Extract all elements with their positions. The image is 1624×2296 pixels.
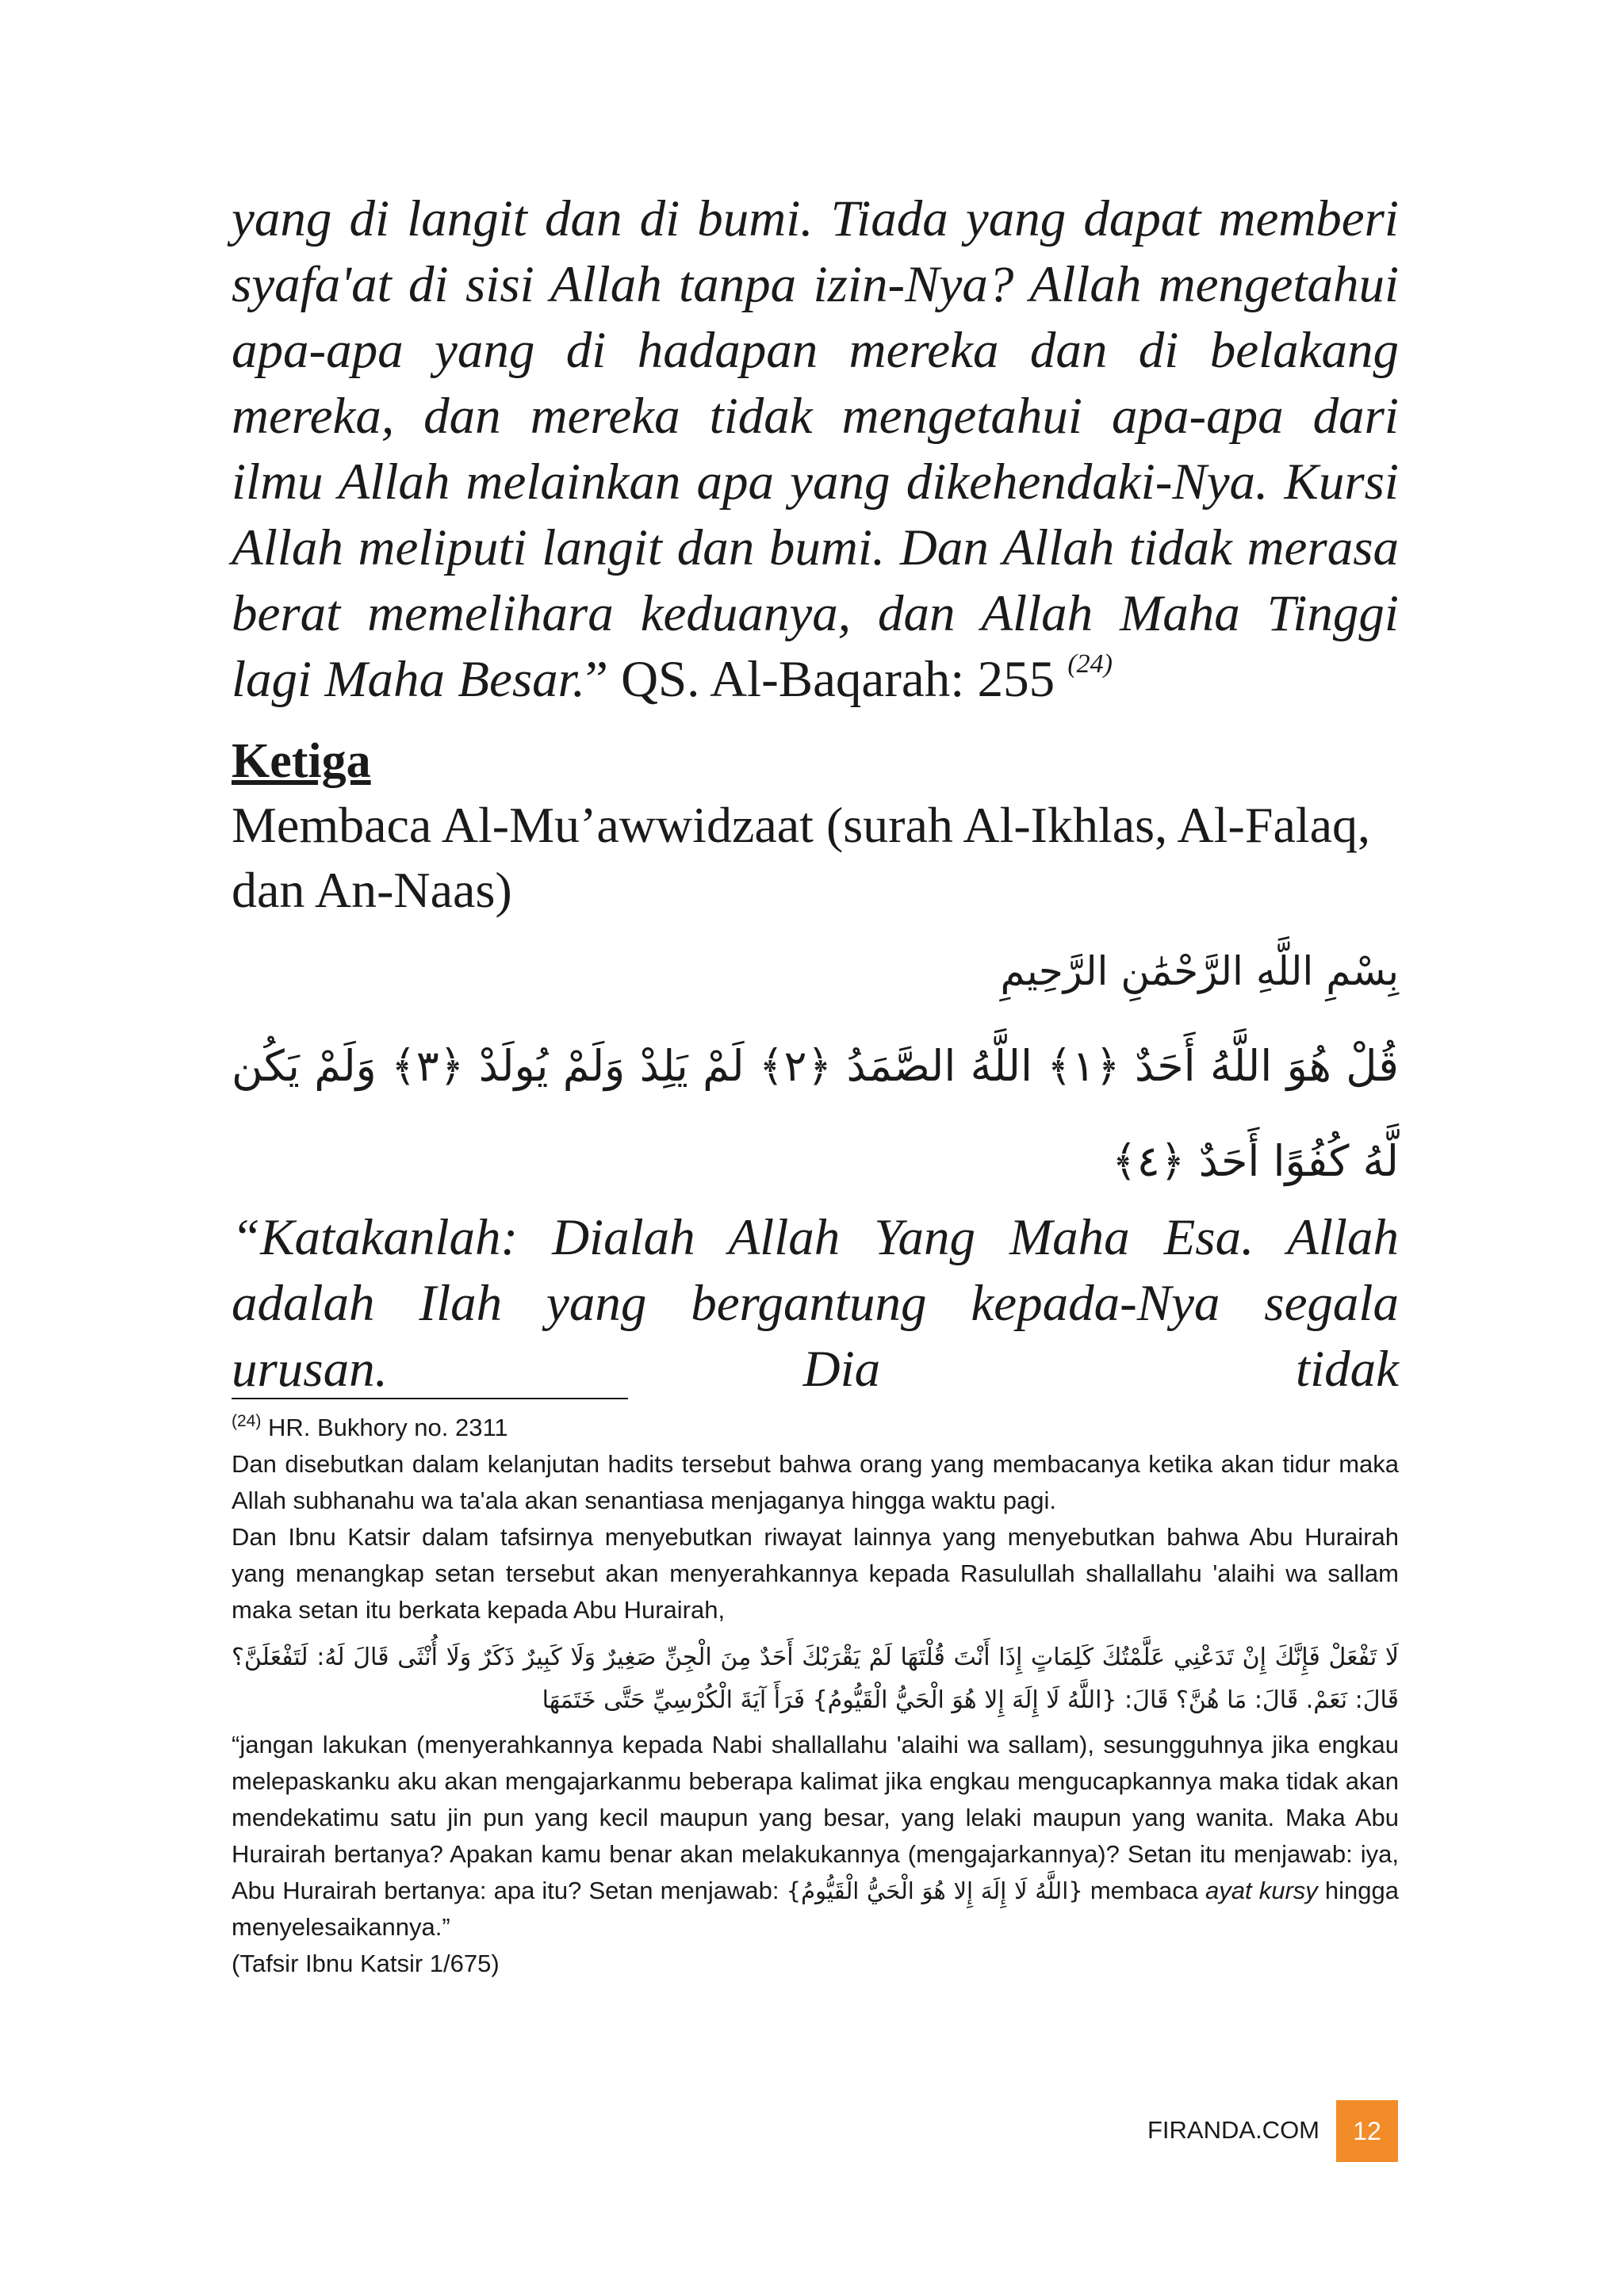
footnote-paragraph-3-text: “jangan lakukan (menyerahkannya kepada Nabi shallallahu 'alaihi wa sallam), sesungguhnya jika engkau melepaskanku aku akan mengajarkanmu beberapa kalimat jika engkau mengucapkannya maka tidak akan mendekatimu satu jin pun yang kecil maupun yang besar, yang lelaki maupun yang wanita. Maka Abu Hurairah bertanya? Apakan kamu benar akan melakukannya (mengajarkannya)? Setan itu menjawab: iya, Abu Hurairah bertanya: apa itu? Setan menjawab: <box>232 1731 1399 1904</box>
footnote-divider <box>232 1398 628 1399</box>
footnote-paragraph-1: Dan disebutkan dalam kelanjutan hadits tersebut bahwa orang yang membacanya ketika akan tidur maka Allah subhanahu wa ta'ala akan senantiasa menjaganya hingga waktu pagi. <box>232 1450 1399 1514</box>
footnote-paragraph-3-end: hingga menyelesaikannya.” <box>232 1877 1399 1941</box>
footnote-paragraph-3 <box>232 1727 1399 1946</box>
section-heading: Ketiga <box>232 734 371 788</box>
basmala-arabic: بِسْمِ اللَّهِ الرَّحْمَٰنِ الرَّحِيمِ <box>1000 948 1399 994</box>
footnote-number: (24) <box>232 1412 262 1430</box>
footnote-source: HR. Bukhory no. 2311 <box>261 1414 508 1441</box>
footnote-paragraph-2: Dan Ibnu Katsir dalam tafsirnya menyebutkan riwayat lainnya yang menyebutkan bahwa Abu Hurairah yang menangkap setan tersebut akan menyerahkannya kepada Rasulullah shallallahu 'alaihi wa sallam maka setan itu berkata kepada Abu Hurairah, <box>232 1523 1399 1624</box>
footer-site-name: FIRANDA.COM <box>1147 2116 1320 2144</box>
translation-text: yang di langit dan di bumi. Tiada yang dapat memberi syafa'at di sisi Allah tanpa izin-Nya? Allah mengetahui apa-apa yang di hadapan mereka dan di belakang mereka, dan mereka tidak mengetahui apa-apa dari ilmu Allah melainkan apa yang dikehendaki-Nya. Kursi Allah meliputi langit dan bumi. Dan Allah tidak merasa berat memelihara keduanya, dan Allah Maha Tinggi lagi Maha Besar. <box>232 190 1399 708</box>
ayat-kursi-translation <box>232 186 1399 713</box>
footnote-citation: (Tafsir Ibnu Katsir 1/675) <box>232 1950 500 1977</box>
quran-reference: ” QS. Al-Baqarah: 255 <box>584 651 1068 708</box>
footnote-arabic-hadith: لَا تَفْعَلْ فَإِنَّكَ إِنْ تَدَعْنِي عَلَّمْتُكَ كَلِمَاتٍ إِذَا أَنْتَ قُلْتَهَا لَمْ يَقْرَبْكَ أَحَدٌ مِنَ الْجِنِّ صَغِيرٌ وَلَا كَبِيرٌ ذَكَرٌ وَلَا أُنْثَى قَالَ لَهُ: لَتَفْعَلَنَّ؟ قَالَ: نَعَمْ. قَالَ: مَا هُنَّ؟ قَالَ: {اللَّهُ لَا إِلَهَ إِلا هُوَ الْحَيُّ الْقَيُّومُ} فَرَأَ آيَةَ الْكُرْسِيِّ حَتَّى خَتَمَهَا <box>232 1644 1399 1714</box>
footnote-source-line <box>232 1410 1399 1446</box>
al-ikhlas-translation: “Katakanlah: Dialah Allah Yang Maha Esa. Allah adalah Ilah yang bergantung kepada-Nya segala urusan. Dia tidak <box>232 1209 1399 1398</box>
footnote-inline-arabic: {اللَّهُ لَا إِلَهَ إِلا هُوَ الْحَيُّ الْقَيُّومُ} <box>786 1877 1083 1904</box>
footnote-emphasis: ayat kursy <box>1205 1877 1318 1904</box>
surah-al-ikhlas-arabic: قُلْ هُوَ اللَّهُ أَحَدٌ ﴿١﴾ اللَّهُ الصَّمَدُ ﴿٢﴾ لَمْ يَلِدْ وَلَمْ يُولَدْ ﴿٣﴾ وَلَمْ يَكُن لَّهُ كُفُوًا أَحَدٌ ﴿٤﴾ <box>232 1041 1399 1186</box>
footnote-ref-24[interactable]: (24) <box>1067 649 1113 679</box>
page-number-badge: 12 <box>1336 2100 1398 2162</box>
footnote-24 <box>232 1410 1399 1982</box>
footnote-paragraph-3-mid: membaca <box>1082 1877 1206 1904</box>
section-subheading: Membaca Al-Mu’awwidzaat (surah Al-Ikhlas, Al-Falaq, dan An-Naas) <box>232 797 1371 918</box>
